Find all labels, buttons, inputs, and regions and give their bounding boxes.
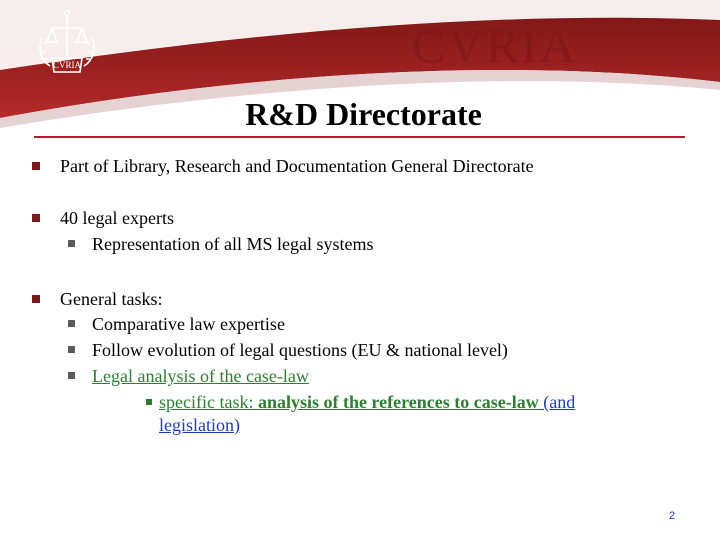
title-divider [34, 136, 685, 138]
specific-task-emphasis[interactable]: analysis of the references to case-law [257, 392, 539, 412]
sub-bullet-item: Follow evolution of legal questions (EU & national level) [92, 340, 508, 360]
watermark-text: CVRIA [412, 17, 578, 73]
specific-task-continuation[interactable]: legislation) [159, 415, 240, 435]
sub-bullet-marker [68, 320, 75, 327]
case-law-link[interactable]: Legal analysis of the case-law [92, 366, 309, 386]
bullet-marker [32, 295, 40, 303]
sub-sub-bullet-marker [146, 399, 152, 405]
bullet-marker [32, 162, 40, 170]
specific-task-suffix[interactable]: (and [538, 392, 576, 412]
bullet-marker [32, 214, 40, 222]
logo-label: CVRIA [52, 60, 82, 70]
bullet-item: Part of Library, Research and Documentation General Directorate [60, 156, 534, 176]
page-title: R&D Directorate [245, 96, 482, 132]
bullet-item: 40 legal experts [60, 208, 174, 228]
court-emblem-icon [32, 8, 102, 86]
bullet-item: General tasks: [60, 289, 163, 309]
specific-task-prefix[interactable]: specific task: [159, 392, 258, 412]
sub-bullet-item: Comparative law expertise [92, 314, 285, 334]
sub-bullet-marker [68, 346, 75, 353]
sub-bullet-item: Representation of all MS legal systems [92, 234, 374, 254]
sub-bullet-marker [68, 240, 75, 247]
sub-bullet-marker [68, 372, 75, 379]
page-number: 2 [668, 510, 676, 522]
